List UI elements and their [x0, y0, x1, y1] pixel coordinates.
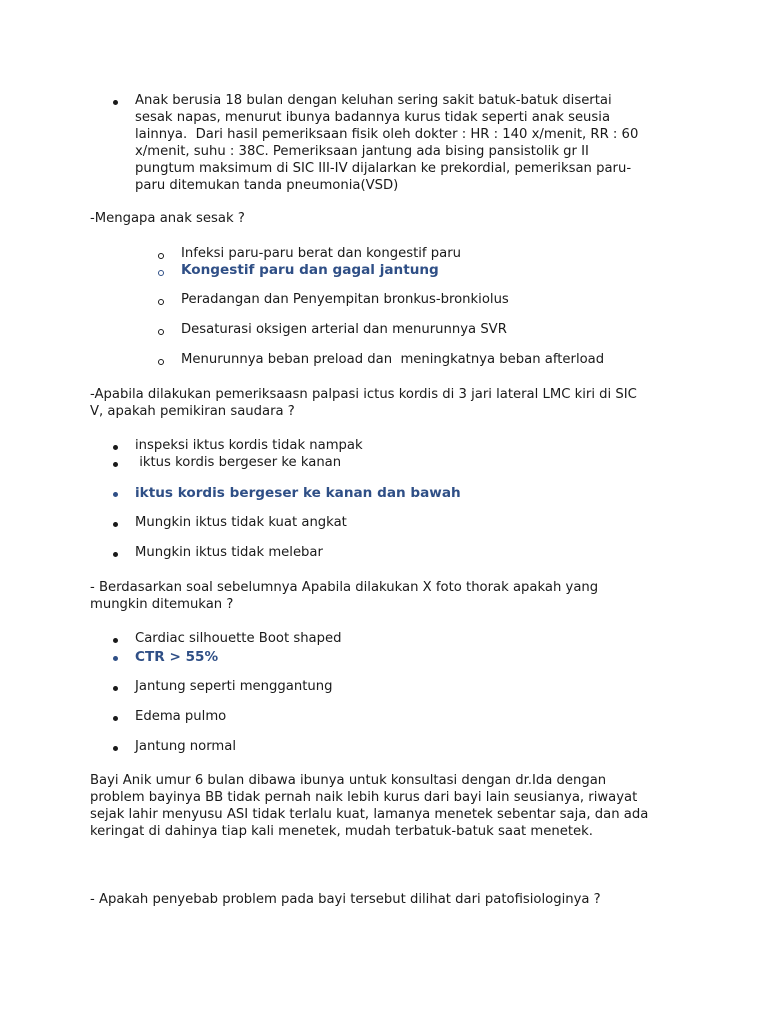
case2-line: Bayi Anik umur 6 bulan dibawa ibunya untuk konsultasi dengan dr.Ida dengan [90, 773, 607, 788]
case2-line: sejak lahir menyusu ASI tidak terlalu kuat, lamanya menetek sebentar saja, dan ada [90, 807, 649, 822]
case1-line: lainnya. Dari hasil pemeriksaan fisik oleh dokter : HR : 140 x/menit, RR : 60 [135, 127, 639, 142]
case1-line: x/menit, suhu : 38C. Pemeriksaan jantung ada bising pansistolik gr II [135, 144, 589, 159]
question-3-line: mungkin ditemukan ? [90, 597, 234, 612]
bullet-icon [113, 100, 118, 105]
question-1: -Mengapa anak sesak ? [90, 211, 245, 226]
q1-option: Infeksi paru-paru berat dan kongestif paru [181, 246, 461, 261]
q3-option: Cardiac silhouette Boot shaped [135, 631, 342, 646]
circle-bullet-icon [158, 299, 164, 305]
q1-option: Peradangan dan Penyempitan bronkus-bronkiolus [181, 292, 509, 307]
bullet-icon [113, 522, 118, 527]
q1-option-answer: Kongestif paru dan gagal jantung [181, 262, 439, 278]
circle-bullet-icon [158, 329, 164, 335]
bullet-icon [113, 746, 118, 751]
q2-option: Mungkin iktus tidak kuat angkat [135, 515, 347, 530]
question-2-line: -Apabila dilakukan pemeriksaasn palpasi ictus kordis di 3 jari lateral LMC kiri di SIC [90, 387, 637, 402]
case1-line: sesak napas, menurut ibunya badannya kurus tidak seperti anak seusia [135, 110, 611, 125]
q2-option: Mungkin iktus tidak melebar [135, 545, 323, 560]
question-3-line: - Berdasarkan soal sebelumnya Apabila dilakukan X foto thorak apakah yang [90, 580, 599, 595]
bullet-icon [113, 638, 118, 643]
case2-line: problem bayinya BB tidak pernah naik lebih kurus dari bayi lain seusianya, riwayat [90, 790, 638, 805]
q2-option-answer: iktus kordis bergeser ke kanan dan bawah [135, 485, 461, 501]
bullet-icon [113, 462, 118, 467]
bullet-icon [113, 552, 118, 557]
bullet-icon [113, 686, 118, 691]
circle-bullet-icon [158, 270, 164, 276]
q1-option: Menurunnya beban preload dan meningkatnya beban afterload [181, 352, 605, 367]
q3-option: Jantung seperti menggantung [135, 679, 333, 694]
q3-option: Edema pulmo [135, 709, 227, 724]
bullet-icon [113, 445, 118, 450]
question-2-line: V, apakah pemikiran saudara ? [90, 404, 295, 419]
q1-option: Desaturasi oksigen arterial dan menurunnya SVR [181, 322, 507, 337]
q3-option: Jantung normal [135, 739, 236, 754]
q3-option-answer: CTR > 55% [135, 649, 219, 665]
q2-option: inspeksi iktus kordis tidak nampak [135, 438, 363, 453]
bullet-icon [113, 656, 118, 661]
question-4: - Apakah penyebab problem pada bayi tersebut dilihat dari patofisiologinya ? [90, 892, 601, 907]
case1-line: pungtum maksimum di SIC III-IV dijalarkan ke prekordial, pemeriksan paru- [135, 161, 632, 176]
case1-line: Anak berusia 18 bulan dengan keluhan sering sakit batuk-batuk disertai [135, 93, 612, 108]
q2-option: iktus kordis bergeser ke kanan [135, 455, 342, 470]
bullet-icon [113, 492, 118, 497]
circle-bullet-icon [158, 253, 164, 259]
case2-line: keringat di dahinya tiap kali menetek, mudah terbatuk-batuk saat menetek. [90, 824, 593, 839]
circle-bullet-icon [158, 359, 164, 365]
case1-line: paru ditemukan tanda pneumonia(VSD) [135, 178, 399, 193]
bullet-icon [113, 716, 118, 721]
